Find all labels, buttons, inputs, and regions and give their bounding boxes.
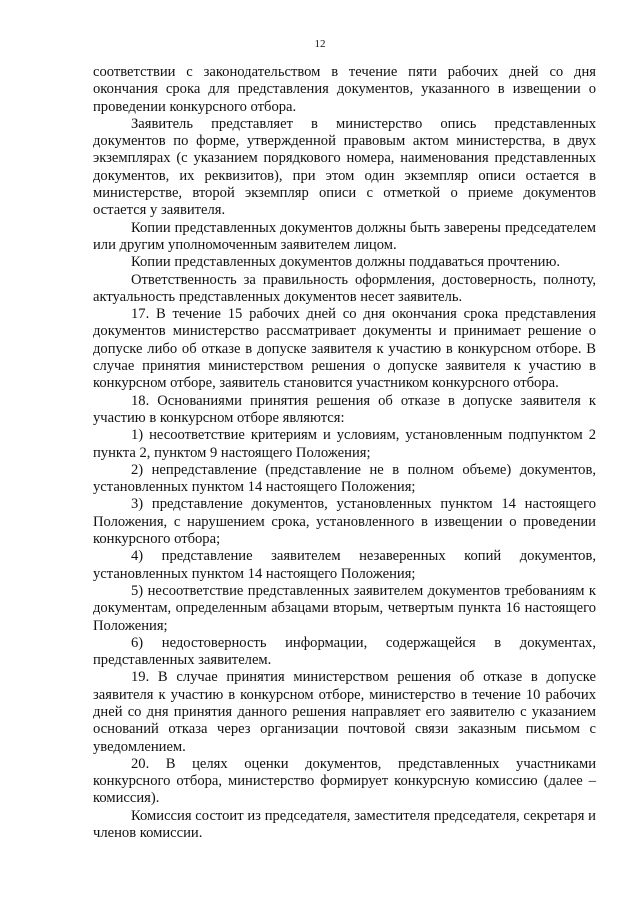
list-item: 5) несоответствие представленных заявителем документов требованиям к документам, определенным абзацами вторым, четвертым пункта 16 настоящего Положения; (93, 582, 596, 634)
list-item: 2) непредставление (представление не в полном объеме) документов, установленных пунктом 14 настоящего Положения; (93, 461, 596, 496)
list-item: 1) несоответствие критериям и условиям, установленным подпунктом 2 пункта 2, пунктом 9 настоящего Положения; (93, 427, 596, 461)
document-body (93, 64, 596, 842)
paragraph: Ответственность за правильность оформления, достоверность, полноту, актуальность представленных документов несет заявитель. (93, 271, 596, 305)
paragraph: 20. В целях оценки документов, представленных участниками конкурсного отбора, министерство формирует конкурсную комиссию (далее – комиссия). (93, 755, 596, 807)
list-item: 6) недостоверность информации, содержащейся в документах, представленных заявителем. (93, 634, 596, 669)
paragraph: Заявитель представляет в министерство опись представленных документов по форме, утвержденной правовым актом министерства, в двух экземплярах (с указанием порядкового номера, наименования представленных документов, их реквизитов), при этом один экземпляр описи остается в министерстве, второй экземпляр описи с отметкой о приеме документов остается у заявителя. (93, 115, 596, 219)
paragraph: 19. В случае принятия министерством решения об отказе в допуске заявителя к участию в конкурсном отборе, министерство в течение 10 рабочих дней со дня принятия данного решения направляет его заявителю с указанием оснований отказа через организации почтовой связи заказным письмом с уведомлением. (93, 669, 596, 755)
paragraph: 18. Основаниями принятия решения об отказе в допуске заявителя к участию в конкурсном отборе являются: (93, 392, 596, 426)
paragraph: соответствии с законодательством в течение пяти рабочих дней со дня окончания срока для представления документов, указанного в извещении о проведении конкурсного отбора. (93, 64, 596, 115)
list-item: 3) представление документов, установленных пунктом 14 настоящего Положения, с нарушением срока, установленного в извещении о проведении конкурсного отбора; (93, 496, 596, 548)
paragraph: Копии представленных документов должны быть заверены председателем или другим уполномоченным заявителем лицом. (93, 219, 596, 253)
list-item: 4) представление заявителем незаверенных копий документов, установленных пунктом 14 настоящего Положения; (93, 548, 596, 582)
paragraph: Комиссия состоит из председателя, заместителя председателя, секретаря и членов комиссии. (93, 807, 596, 842)
paragraph: 17. В течение 15 рабочих дней со дня окончания срока представления документов министерство рассматривает документы и принимает решение о допуске либо об отказе в допуске заявителя к участию в конкурсном отборе. В случае принятия министерством решения о допуске заявителя к участию в конкурсном отборе, заявитель становится участником конкурсного отбора. (93, 306, 596, 392)
page-number: 12 (314, 38, 326, 50)
paragraph: Копии представленных документов должны поддаваться прочтению. (131, 254, 561, 271)
